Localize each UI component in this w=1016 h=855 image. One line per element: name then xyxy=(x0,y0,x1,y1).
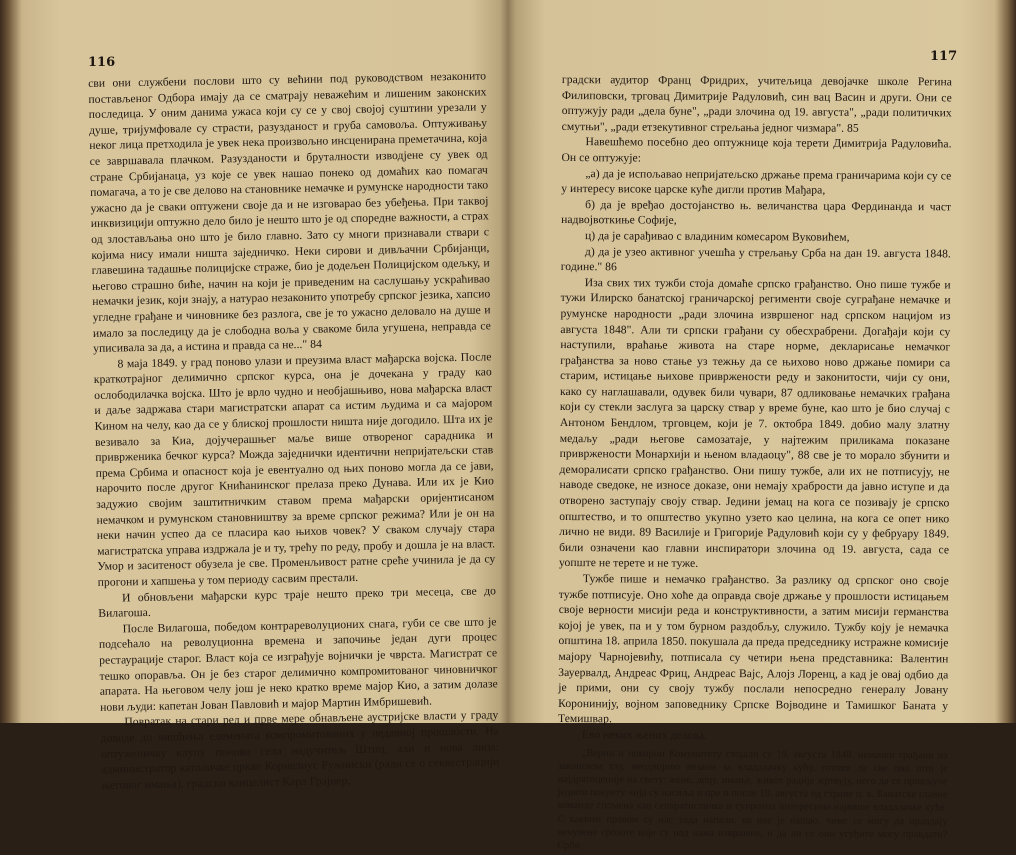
left-page-body xyxy=(88,68,500,793)
right-page-body xyxy=(557,72,952,855)
paragraph: Тужбе пише и немачко грађанство. За разлику од српског оно своје тужбе потписује. Оно хоће да оправда своје држање у прошлости истицањем своје верности мисији реда и конструктивности, а затим мисији германства којој је увек, па и у том бурном раздобљу, служило. Тужбу коју је немачка општина 18. априла 1850. покушала да преда председнику истражне комисије мајору Чарнојевићу, потписала су четири њена представника: Валентин Зауервалд, Андреас Фриц, Андреас Вајс, Алојз Лоренц, а кад је овај одбио да је прими, они су своју тужбу послали непосредно генералу Јовану Коронинију, војном заповеднику Српске Војводине и Тамишког Баната у Темишвар. xyxy=(558,572,949,726)
block-quote: „Верни и покорни Комунитету стојали су 19. августа 1848. немачки грађани на законском тлу, неодвојиво везани за владалачку кућу, готови да све оно што је најдрагоценије на свету: жене, децу, имање, живот радије жртвују, него да се прикључе једном покрету чија су насиља и пре и после 19. августа од стране ц. к. Банатске главне команде спомена као сепаратистичка и супротна интересима највише владалачке куће. С каквим правом су нас тада напали, ко нас је нашао, чиме се могу да правдају нечувене грозоте које су над нама извршене, и да ли се они усуђите могу правдати? Срби xyxy=(557,747,948,852)
page-number-left: 116 xyxy=(88,55,116,70)
paragraph: д) да је узео активног учешћа у стрељању Срба на дан 19. августа 1848. године." 86 xyxy=(560,244,951,274)
page-number-right: 117 xyxy=(930,49,958,64)
paragraph: „а) да је испољавао непријатељско држање према граничарима који су се у интересу високе царске куће дигли против Мађара, xyxy=(561,166,952,197)
paragraph: После Вилагоша, победом контрареволуционих снага, губи се све што је подсећало на револуционна времена и започиње један дуги процес рестаурације старог. Власт која се изграђује војнички је чврста. Магистрат се тешко опоравља. Он је без старог делимично компромитованог чиновничког апарата. На његовом челу још је неко кратко време мајор Кио, а затим долазе нови људи: капетан Јован Павловић и мајор Мартин Имбришевић. xyxy=(98,615,498,714)
right-page xyxy=(508,0,1016,852)
paragraph: б) да је вређао достојанство њ. величанства цара Фердинанда и част надвојвоткиње Софије, xyxy=(561,197,952,228)
paragraph: Навешћемо посебно део оптужнице која терети Димитрија Радуловића. Он се оптужује: xyxy=(561,135,952,165)
paragraph: Ево неких њених делова. xyxy=(581,728,707,742)
paragraph: 8 маја 1849. у град поново улази и преузима власт мађарска војска. После краткотрајног делимично српског курса, она је дочекана у граду као ослободилачка војска. Што је врло чудно и необјашњиво, нова мађарска власт и даље задржава стари магистратски апарат са истим људима и са мајором Кином на челу, као да се у блиској прошлости ништа није догодило. Шта их је везивало за Киа, дојучерашњег маље више отвореног сарадника и привржeника бечког курса? Можда заједнички идентични непријатељски став према Србима и опасност која је евентуално од њих поново могла да се јави, нарочито после другог Книћанинског прелаза преко Дунава. Или их је Кио задужио својим заштитничким ставом према мађарски оријентисаном немачком и румунском становништву за време српског режима? Или је он на неки начин успео да се пласира као њихов човек? У сваком случају стара магистратска управа издржала је и ту, трећу по реду, пробу и дошла је на власт. Умор и заситеност обузела је све. Променљивост ратне среће учинила је да су прогони и хапшења у том периоду сасвим престали. xyxy=(93,349,496,589)
paragraph: Иза свих тих тужби стоја домаће српско грађанство. Оно пише тужбе и тужи Илирско банатској граничарској регименти своје суграђане немачке и румунске народности „ради злочина извршеног над српском нацијом из августа 1848". Али ти српски грађани су обесхрабрени. Догађаји који су наступили, враћање живота на старе норме, декларисање немачког грађанства за ново стање уз тежњу да се њихово ново држање помири са старим, истицање њихове привржености реду и законитости, чији су они, како су наглашавали, одувек били чувари, 87 одликовање немачких грађана који су стекли заслуга за царску ствар у време буне, као што је био случај с Антоном Бендлом, трговцем, који је 7. октобра 1849. добио малу златну медаљу „ради његове самозатаје, у најтежим приликама показане привржености Монархији и њеном владаоцу", 88 све је то морало збунити и деморалисати српско грађанство. Они пишу тужбе, али их не потписују, не наводе сведоке, не износе доказе, они немају храбрости да јавно иступе и да отворено заступају своју ствар. Једини јемац на кога се позивају је српско општество, и то општество укупно узето као целина, на кога се опет нико лично не види. 89 Василије и Григорије Радуловић који су у фебруару 1849. били означени као главни инспиратори злочина од 19. августа, сада се уопште не терете и не туже. xyxy=(558,275,951,571)
paragraph: градски аудитор Франц Фридрих, учитељица девојачке школе Регина Филиповски, трговац Димитрије Радуловић, син вац Васин и други. Они се оптужују ради „дела буне", „ради злочина од 19. августа", „ради политичких смутњи", „ради етзекутивног стрељања једног чизмара". 85 xyxy=(561,72,952,135)
paragraph: сви они службени послови што су већини под руководством незаконито постављеног Одбора имају да се сматрају неважећим и лишеним законских последица. У оним данима ужаса који су се у свој својој суштини урезали у душе, тријумфовале су страсти, разузданост и груба самовоља. Оптуживању неког лица претходила је увек нека произвољно инсценирана преметачина, која се завршавала плачком. Разузданости и бруталности изводјене су увек од стране Србијанаца, уз које се увек нашао понеко од домаћих као помагач помагача, а то је све делово на становнике немачке и румунске народности тако ужасно да је сваки оптужени своје да и не изговарао без убеђења. При таквој инквизицији оптужно дело било је нешто што је од споредне важности, а страх од злостављања оно што је било главно. Зато су многи признавали ствари с којима нису имали ништа заједничко. Неки сирови и дивљачни Србијанци, главешина тадашње полицијске страже, био је додељен Полицијском одељку, и његово страшно биће, начин на који је приведеним на саслушању ускраћивао немачки језик, који знају, а натурао незаконито употребу српског језика, хапсио угледне грађане и чиновнике без разлога, све је то ужасно деловало на душе и имало за последицу да је слободна воља у свакоме била угушена, неправда се уписивала за да, а истина и правда са не..." 84 xyxy=(88,69,491,356)
left-page xyxy=(0,0,508,792)
paragraph: И обновљени мађарски курс траје нешто преко три месеца, све до Вилагоша. xyxy=(98,583,497,621)
paragraph: ц) да је сарађивао с владиним комесаром Вуковићем, xyxy=(584,229,850,244)
paragraph: Повратак на стари ред и прве мере обнављене аустријске власти у граду доводе до чишћења елемената компромитованих у недавној прошлости. На оптуженичку клупу поново села надучитељ Штиц, али и нова лица: администратор католичке цркве Корнелиус Ружински (ради се о секвестрацији његовог имања), градски канцелист Карл Грајнер, xyxy=(100,708,500,792)
